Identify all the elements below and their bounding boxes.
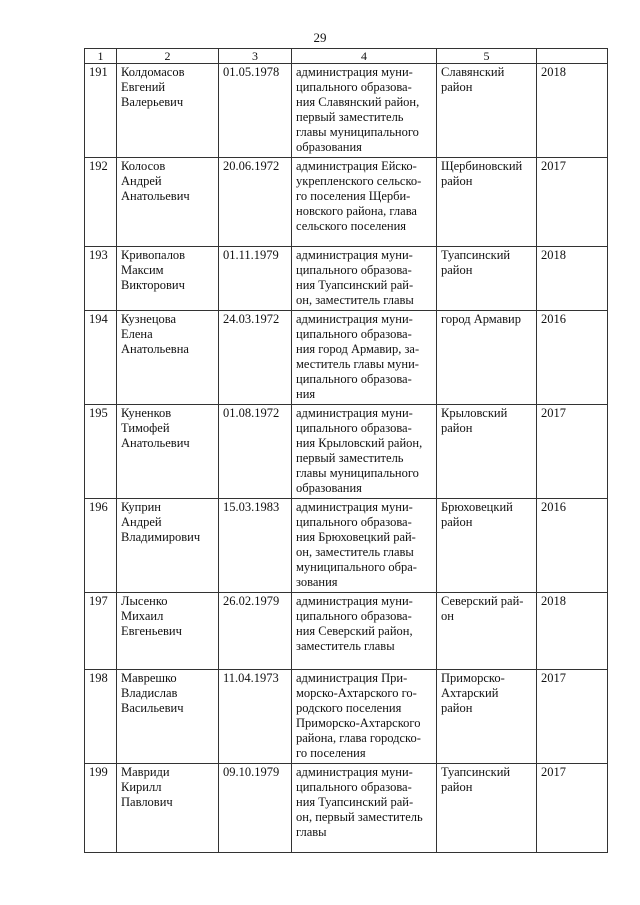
district-cell	[437, 64, 537, 158]
person-name-cell	[117, 405, 219, 499]
position-line: ципального образова-	[296, 515, 412, 529]
district-line: Туапсинский	[441, 248, 511, 262]
position-line: ципального образова-	[296, 327, 412, 341]
position-cell	[292, 158, 437, 247]
person-name-line: Владимирович	[121, 530, 201, 544]
person-name-line: Кирилл	[121, 780, 162, 794]
year: 2017	[537, 158, 608, 247]
position-line: ния Туапсинский рай-	[296, 795, 414, 809]
person-name-line: Мавриди	[121, 765, 170, 779]
person-name-line: Валерьевич	[121, 95, 184, 109]
year: 2018	[537, 593, 608, 670]
birth-date: 24.03.1972	[219, 311, 292, 405]
position-line: ния	[296, 387, 316, 401]
position-line: администрация При-	[296, 671, 408, 685]
district-cell	[437, 593, 537, 670]
district-cell	[437, 311, 537, 405]
position-line: первый заместитель	[296, 110, 404, 124]
position-line: сельского поселения	[296, 219, 407, 233]
position-cell	[292, 405, 437, 499]
position-line: ципального образова-	[296, 372, 412, 386]
table-row	[85, 499, 608, 593]
person-name-line: Викторович	[121, 278, 185, 292]
district-cell	[437, 158, 537, 247]
birth-date: 20.06.1972	[219, 158, 292, 247]
row-number: 193	[85, 247, 117, 311]
district-line: район	[441, 421, 473, 435]
position-line: зования	[296, 575, 338, 589]
district-line: район	[441, 80, 473, 94]
position-cell	[292, 764, 437, 853]
position-cell	[292, 311, 437, 405]
table-row	[85, 311, 608, 405]
position-line: муниципального обра-	[296, 560, 417, 574]
position-line: администрация муни-	[296, 765, 413, 779]
position-line: ния Крыловский район,	[296, 436, 423, 450]
position-line: ципального образова-	[296, 780, 412, 794]
position-line: ния Славянский район,	[296, 95, 420, 109]
person-name-line: Анатольевич	[121, 189, 190, 203]
header-col-1: 1	[85, 49, 117, 64]
position-line: он, заместитель главы	[296, 545, 414, 559]
row-number: 198	[85, 670, 117, 764]
person-name-line: Тимофей	[121, 421, 170, 435]
table-body	[85, 64, 608, 853]
row-number: 196	[85, 499, 117, 593]
district-line: район	[441, 263, 473, 277]
person-name-line: Анатольевич	[121, 436, 190, 450]
district-line: Ахтарский	[441, 686, 499, 700]
position-line: ния город Армавир, за-	[296, 342, 420, 356]
position-line: ния Туапсинский рай-	[296, 278, 414, 292]
position-line: ципального образова-	[296, 609, 412, 623]
position-line: он, первый заместитель	[296, 810, 423, 824]
row-number: 194	[85, 311, 117, 405]
position-line: Приморско-Ахтарского	[296, 716, 421, 730]
row-number: 191	[85, 64, 117, 158]
position-line: ципального образова-	[296, 80, 412, 94]
person-name-cell	[117, 670, 219, 764]
position-line: администрация муни-	[296, 500, 413, 514]
position-line: ципального образова-	[296, 421, 412, 435]
position-line: заместитель главы	[296, 639, 395, 653]
district-cell	[437, 670, 537, 764]
district-line: район	[441, 780, 473, 794]
district-line: район	[441, 174, 473, 188]
person-name-cell	[117, 593, 219, 670]
person-name-line: Павлович	[121, 795, 173, 809]
birth-date: 26.02.1979	[219, 593, 292, 670]
person-name-line: Елена	[121, 327, 153, 341]
row-number: 197	[85, 593, 117, 670]
position-line: го поселения	[296, 746, 366, 760]
position-line: меститель главы муни-	[296, 357, 419, 371]
year: 2017	[537, 405, 608, 499]
birth-date: 15.03.1983	[219, 499, 292, 593]
position-line: администрация Ейско-	[296, 159, 417, 173]
table-row	[85, 670, 608, 764]
position-line: новского района, глава	[296, 204, 417, 218]
position-line: ния Брюховецкий рай-	[296, 530, 416, 544]
person-name-cell	[117, 499, 219, 593]
district-line: Крыловский	[441, 406, 508, 420]
year: 2016	[537, 311, 608, 405]
position-cell	[292, 247, 437, 311]
table-row	[85, 764, 608, 853]
position-cell	[292, 64, 437, 158]
header-col-3: 3	[219, 49, 292, 64]
position-line: администрация муни-	[296, 65, 413, 79]
person-name-line: Евгений	[121, 80, 166, 94]
year: 2018	[537, 247, 608, 311]
table-row	[85, 64, 608, 158]
table-row	[85, 158, 608, 247]
table-row	[85, 405, 608, 499]
birth-date: 11.04.1973	[219, 670, 292, 764]
birth-date: 09.10.1979	[219, 764, 292, 853]
birth-date: 01.11.1979	[219, 247, 292, 311]
position-cell	[292, 593, 437, 670]
person-name-cell	[117, 311, 219, 405]
district-cell	[437, 247, 537, 311]
header-col-4: 4	[292, 49, 437, 64]
position-line: морско-Ахтарского го-	[296, 686, 417, 700]
header-row	[85, 49, 608, 64]
person-name-line: Кривопалов	[121, 248, 186, 262]
person-name-line: Кузнецова	[121, 312, 177, 326]
person-name-line: Михаил	[121, 609, 164, 623]
position-line: администрация муни-	[296, 594, 413, 608]
person-name-line: Андрей	[121, 174, 162, 188]
position-line: образования	[296, 481, 362, 495]
person-name-cell	[117, 247, 219, 311]
header-col-5: 5	[437, 49, 537, 64]
position-line: укрепленского сельско-	[296, 174, 422, 188]
person-name-line: Васильевич	[121, 701, 184, 715]
district-line: город Армавир	[441, 312, 521, 326]
position-line: главы	[296, 825, 327, 839]
header-col-6	[537, 49, 608, 64]
page-number: 29	[313, 30, 327, 45]
year: 2017	[537, 670, 608, 764]
birth-date: 01.08.1972	[219, 405, 292, 499]
position-line: ния Северский район,	[296, 624, 413, 638]
person-name-line: Евгеньевич	[121, 624, 182, 638]
position-line: главы муниципального	[296, 466, 419, 480]
district-line: Северский рай-	[441, 594, 524, 608]
position-line: главы муниципального	[296, 125, 419, 139]
position-cell	[292, 670, 437, 764]
person-name-cell	[117, 158, 219, 247]
table-row	[85, 593, 608, 670]
person-name-line: Маврешко	[121, 671, 177, 685]
table-header	[85, 49, 608, 64]
birth-date: 01.05.1978	[219, 64, 292, 158]
person-name-line: Андрей	[121, 515, 162, 529]
position-line: го поселения Щерби-	[296, 189, 411, 203]
district-line: Щербиновский	[441, 159, 523, 173]
position-line: родского поселения	[296, 701, 402, 715]
person-name-cell	[117, 64, 219, 158]
district-line: район	[441, 515, 473, 529]
position-line: администрация муни-	[296, 312, 413, 326]
position-line: района, глава городско-	[296, 731, 421, 745]
position-cell	[292, 499, 437, 593]
position-line: он, заместитель главы	[296, 293, 414, 307]
district-line: Славянский	[441, 65, 505, 79]
district-cell	[437, 405, 537, 499]
year: 2016	[537, 499, 608, 593]
person-name-line: Лысенко	[121, 594, 168, 608]
table-row	[85, 247, 608, 311]
year: 2017	[537, 764, 608, 853]
person-name-line: Колосов	[121, 159, 166, 173]
position-line: ципального образова-	[296, 263, 412, 277]
district-cell	[437, 499, 537, 593]
district-line: он	[441, 609, 454, 623]
position-line: администрация муни-	[296, 406, 413, 420]
person-name-line: Владислав	[121, 686, 178, 700]
person-name-line: Максим	[121, 263, 164, 277]
person-name-line: Колдомасов	[121, 65, 185, 79]
row-number: 195	[85, 405, 117, 499]
district-line: Брюховецкий	[441, 500, 513, 514]
person-name-line: Куприн	[121, 500, 161, 514]
year: 2018	[537, 64, 608, 158]
row-number: 199	[85, 764, 117, 853]
position-line: образования	[296, 140, 362, 154]
records-table	[84, 48, 608, 853]
district-line: район	[441, 701, 473, 715]
district-cell	[437, 764, 537, 853]
header-col-2: 2	[117, 49, 219, 64]
district-line: Туапсинский	[441, 765, 511, 779]
position-line: администрация муни-	[296, 248, 413, 262]
person-name-cell	[117, 764, 219, 853]
district-line: Приморско-	[441, 671, 505, 685]
position-line: первый заместитель	[296, 451, 404, 465]
person-name-line: Куненков	[121, 406, 172, 420]
person-name-line: Анатольевна	[121, 342, 189, 356]
row-number: 192	[85, 158, 117, 247]
